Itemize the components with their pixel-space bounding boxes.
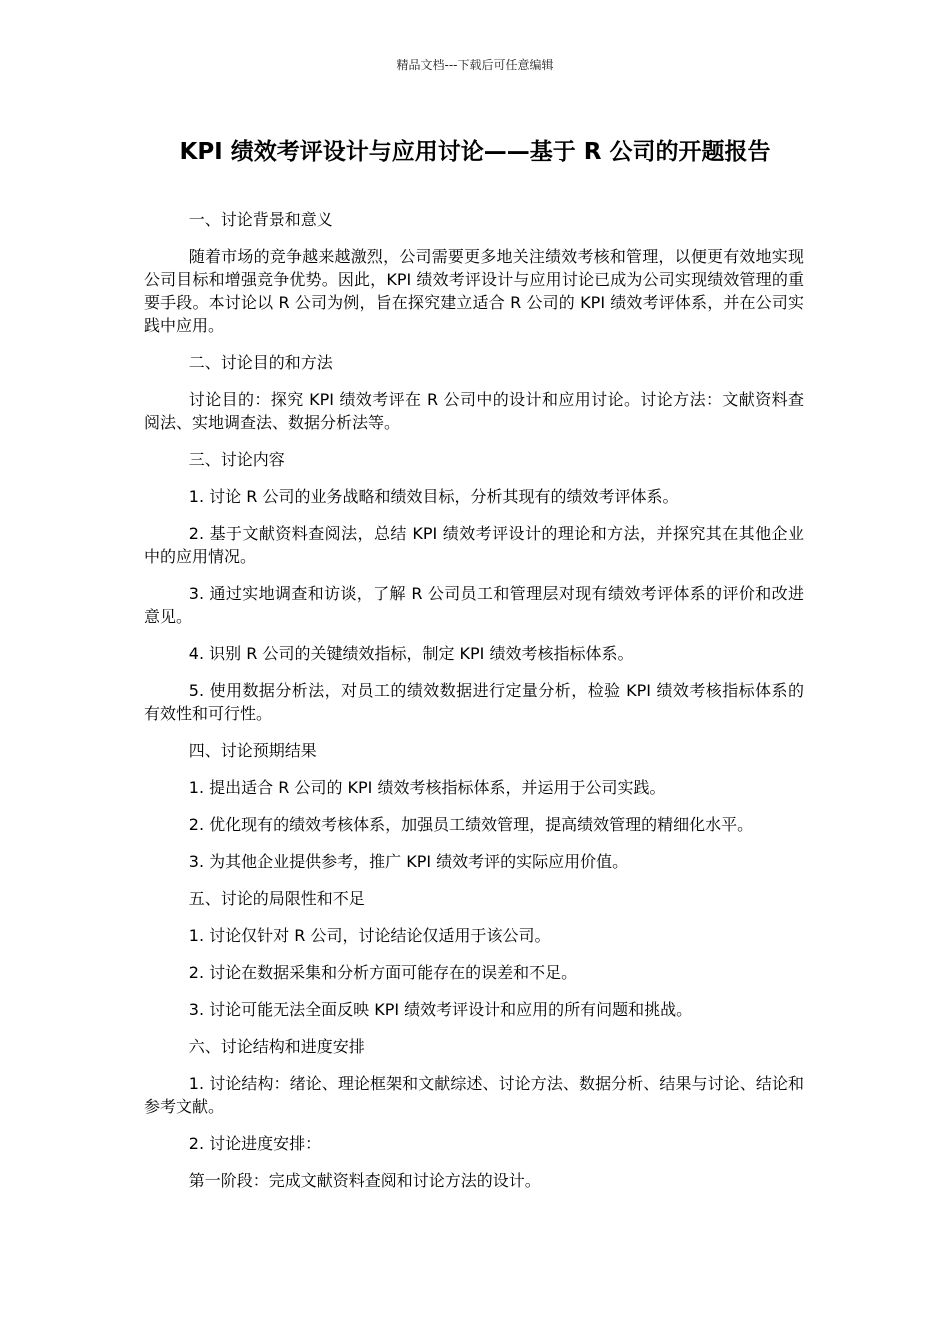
section-heading-background: 一、讨论背景和意义: [188, 210, 333, 229]
list-item-content-4: 4. 识别 R 公司的关键绩效指标，制定 KPI 绩效考核指标体系。: [188, 644, 634, 663]
section-heading-structure: 六、讨论结构和进度安排: [188, 1037, 365, 1056]
list-item-content-5: 5. 使用数据分析法，对员工的绩效数据进行定量分析，检验 KPI 绩效考核指标体系的有效性和可行性。: [144, 681, 804, 723]
section-heading-purpose: 二、讨论目的和方法: [188, 353, 333, 372]
list-item-results-2: 2. 优化现有的绩效考核体系，加强员工绩效管理，提高绩效管理的精细化水平。: [188, 815, 754, 834]
section-heading-content: 三、讨论内容: [188, 450, 285, 469]
document-body: [144, 208, 804, 1206]
list-item-results-1: 1. 提出适合 R 公司的 KPI 绩效考核指标体系，并运用于公司实践。: [188, 778, 666, 797]
list-item-results-3: 3. 为其他企业提供参考，推广 KPI 绩效考评的实际应用价值。: [188, 852, 629, 871]
list-item-content-1: 1. 讨论 R 公司的业务战略和绩效目标，分析其现有的绩效考评体系。: [188, 487, 679, 506]
header-note: 精品文档---下载后可任意编辑: [396, 58, 554, 72]
section-heading-limitations: 五、讨论的局限性和不足: [188, 889, 365, 908]
document-title: KPI 绩效考评设计与应用讨论——基于 R 公司的开题报告: [179, 139, 771, 165]
list-item-structure-3: 第一阶段：完成文献资料查阅和讨论方法的设计。: [188, 1171, 541, 1190]
section-heading-expected-results: 四、讨论预期结果: [188, 741, 317, 760]
list-item-content-3: 3. 通过实地调查和访谈，了解 R 公司员工和管理层对现有绩效考评体系的评价和改进意见。: [144, 584, 804, 626]
paragraph-background: 随着市场的竞争越来越激烈，公司需要更多地关注绩效考核和管理，以便更有效地实现公司目标和增强竞争优势。因此，KPI 绩效考评设计与应用讨论已成为公司实现绩效管理的重要手段。本讨论以 R 公司为例，旨在探究建立适合 R 公司的 KPI 绩效考评体系，并在公司实践中应用。: [144, 247, 804, 335]
list-item-structure-1: 1. 讨论结构：绪论、理论框架和文献综述、讨论方法、数据分析、结果与讨论、结论和参考文献。: [144, 1074, 804, 1116]
list-item-limitations-2: 2. 讨论在数据采集和分析方面可能存在的误差和不足。: [188, 963, 578, 982]
list-item-structure-2: 2. 讨论进度安排：: [188, 1134, 322, 1153]
paragraph-purpose: 讨论目的：探究 KPI 绩效考评在 R 公司中的设计和应用讨论。讨论方法：文献资料查阅法、实地调查法、数据分析法等。: [144, 390, 804, 432]
list-item-limitations-3: 3. 讨论可能无法全面反映 KPI 绩效考评设计和应用的所有问题和挑战。: [188, 1000, 693, 1019]
list-item-limitations-1: 1. 讨论仅针对 R 公司，讨论结论仅适用于该公司。: [188, 926, 551, 945]
list-item-content-2: 2. 基于文献资料查阅法，总结 KPI 绩效考评设计的理论和方法，并探究其在其他企业中的应用情况。: [144, 524, 804, 566]
